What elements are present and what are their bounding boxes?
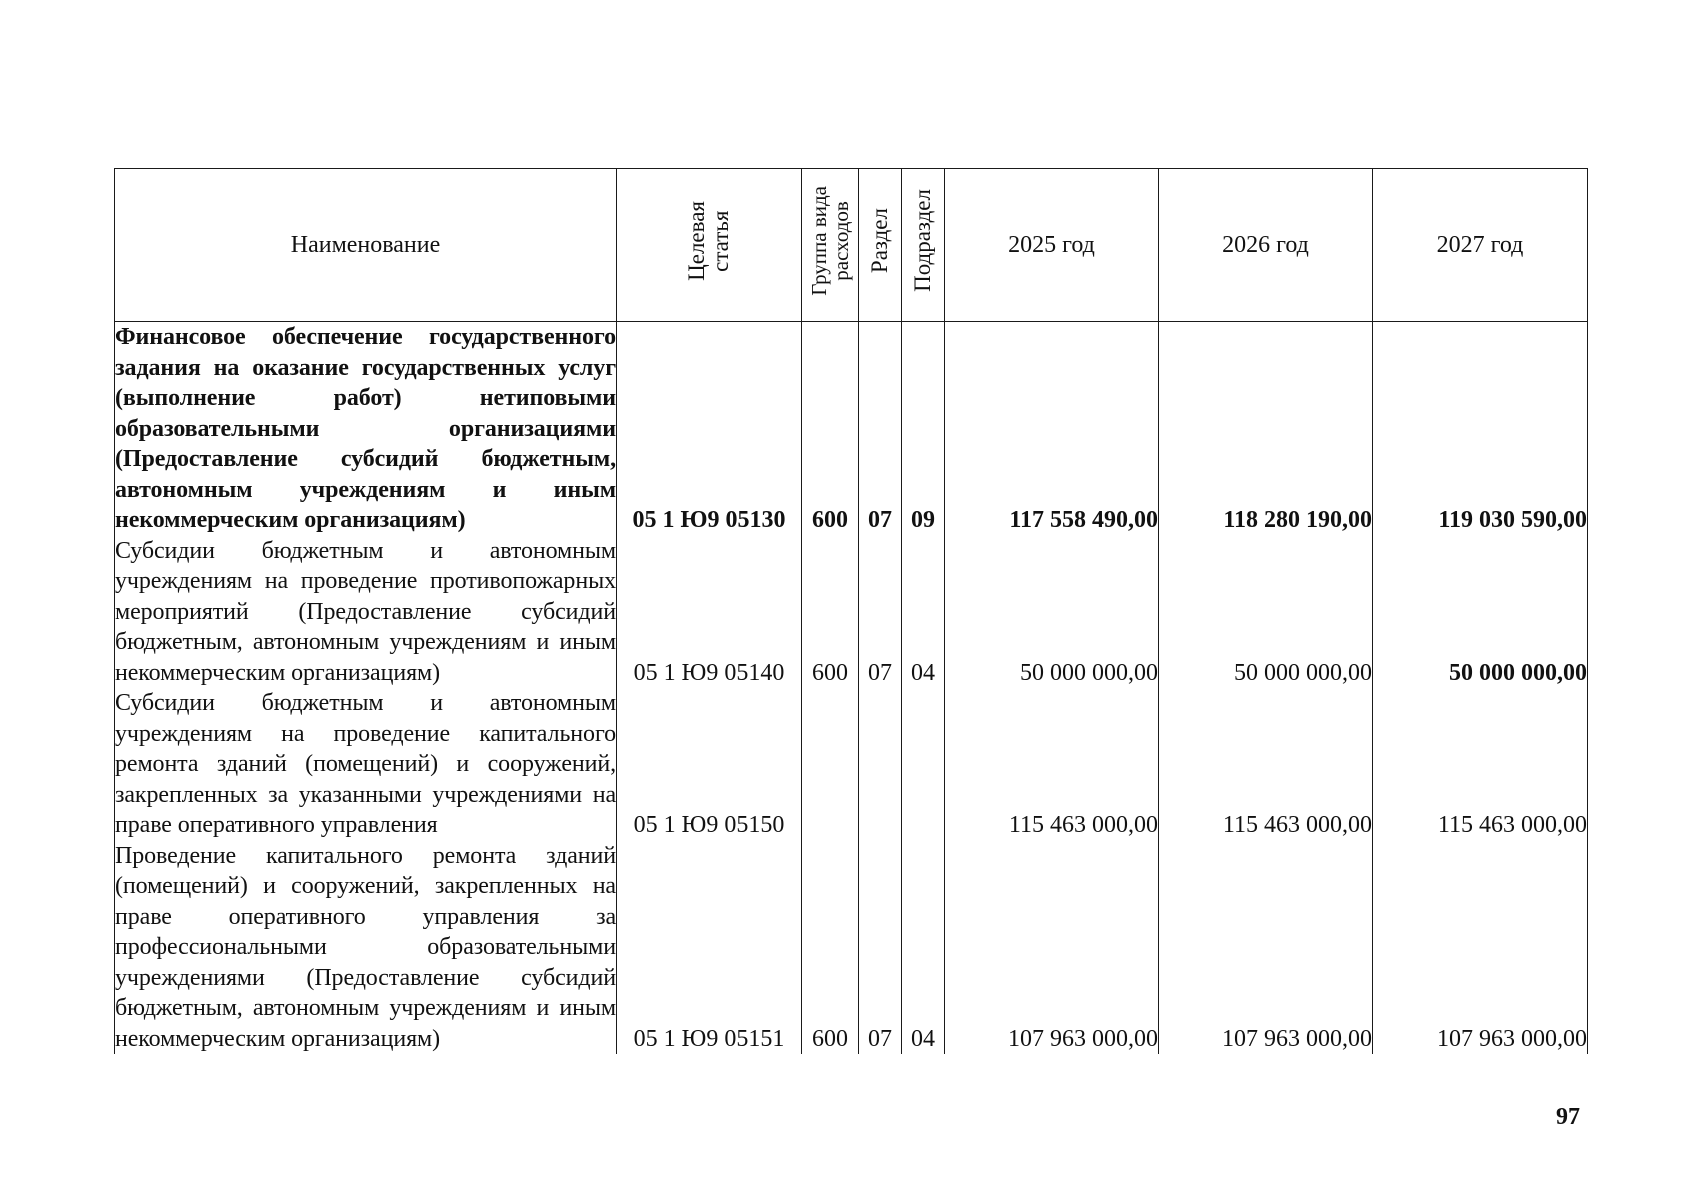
table-row <box>115 536 1588 689</box>
table-row <box>115 841 1588 1055</box>
row-target-article: 05 1 Ю9 05151 <box>617 841 802 1055</box>
row-expense-group <box>802 688 859 841</box>
row-subsection: 04 <box>902 536 945 689</box>
header-target-article <box>617 169 802 322</box>
row-name: Субсидии бюджетным и автономным учреждениям на проведение капитального ремонта зданий (помещений) и сооружений, закрепленных за указанными учреждениями на праве оперативного управления <box>115 688 617 841</box>
header-year-2027: 2027 год <box>1373 169 1588 322</box>
row-amount-2027: 50 000 000,00 <box>1373 536 1588 689</box>
row-subsection: 09 <box>902 322 945 536</box>
row-target-article: 05 1 Ю9 05150 <box>617 688 802 841</box>
row-expense-group: 600 <box>802 536 859 689</box>
row-amount-2025: 115 463 000,00 <box>945 688 1159 841</box>
table-header-row <box>115 169 1588 322</box>
header-section-label: Раздел <box>867 208 892 274</box>
table-row <box>115 688 1588 841</box>
budget-table <box>114 168 1588 1054</box>
row-expense-group: 600 <box>802 322 859 536</box>
row-section <box>859 688 902 841</box>
header-expense-group <box>802 169 859 322</box>
header-year-2026: 2026 год <box>1159 169 1373 322</box>
row-amount-2027: 119 030 590,00 <box>1373 322 1588 536</box>
page-number: 97 <box>1556 1104 1580 1130</box>
header-year-2025: 2025 год <box>945 169 1159 322</box>
header-section <box>859 169 902 322</box>
header-subsection <box>902 169 945 322</box>
row-subsection: 04 <box>902 841 945 1055</box>
header-name: Наименование <box>115 169 617 322</box>
header-subsection-label: Подраздел <box>910 189 935 293</box>
row-amount-2026: 115 463 000,00 <box>1159 688 1373 841</box>
row-name: Субсидии бюджетным и автономным учреждениям на проведение противопожарных мероприятий (Предоставление субсидий бюджетным, автономным учреждениям и иным некоммерческим организациям) <box>115 536 617 689</box>
row-target-article: 05 1 Ю9 05130 <box>617 322 802 536</box>
row-name: Финансовое обеспечение государственного задания на оказание государственных услуг (выполнение работ) нетиповыми образовательными организациями (Предоставление субсидий бюджетным, автономным учреждениям и иным некоммерческим организациям) <box>115 322 617 536</box>
row-amount-2027: 115 463 000,00 <box>1373 688 1588 841</box>
row-amount-2026: 118 280 190,00 <box>1159 322 1373 536</box>
row-subsection <box>902 688 945 841</box>
row-amount-2026: 50 000 000,00 <box>1159 536 1373 689</box>
row-section: 07 <box>859 322 902 536</box>
row-section: 07 <box>859 841 902 1055</box>
header-target-article-label: Целевая статья <box>684 200 733 281</box>
table-row <box>115 322 1588 536</box>
row-amount-2026: 107 963 000,00 <box>1159 841 1373 1055</box>
row-name: Проведение капитального ремонта зданий (помещений) и сооружений, закрепленных на праве оперативного управления за профессиональными образовательными учреждениями (Предоставление субсидий бюджетным, автономным учреждениям и иным некоммерческим организациям) <box>115 841 617 1055</box>
row-expense-group: 600 <box>802 841 859 1055</box>
row-target-article: 05 1 Ю9 05140 <box>617 536 802 689</box>
row-amount-2025: 50 000 000,00 <box>945 536 1159 689</box>
header-expense-group-label: Группа вида расходов <box>807 185 853 296</box>
row-amount-2027: 107 963 000,00 <box>1373 841 1588 1055</box>
row-amount-2025: 107 963 000,00 <box>945 841 1159 1055</box>
row-amount-2025: 117 558 490,00 <box>945 322 1159 536</box>
row-section: 07 <box>859 536 902 689</box>
